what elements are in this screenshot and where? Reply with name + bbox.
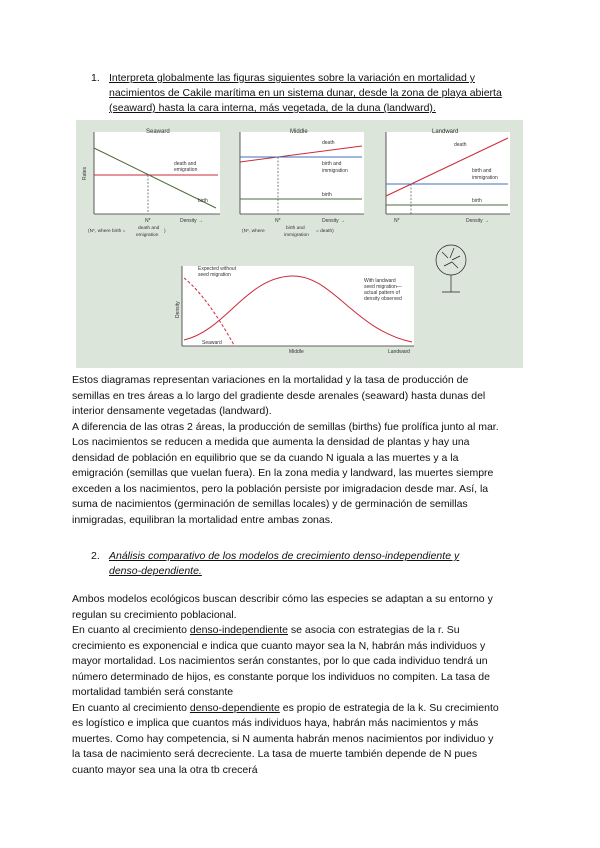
middle-birth-label: birth	[322, 192, 332, 198]
p1-line-9: suma de nacimientos (germinación de semillas locales) y de germinación de semillas	[72, 498, 468, 510]
eq2-a: birth and	[286, 226, 305, 231]
question-2-line-1: Análisis comparativo de los modelos de crecimiento denso-independiente y	[109, 550, 460, 562]
observed-label-3: actual pattern of	[364, 290, 400, 296]
seaward-emigration-label: emigration	[174, 167, 198, 173]
middle-title: Middle	[290, 129, 308, 135]
bottom-seaward: Seaward	[202, 340, 222, 346]
question-2-number: 2.	[91, 550, 100, 562]
landward-title: Landward	[432, 129, 459, 135]
bottom-middle: Middle	[289, 349, 304, 355]
p1-line-7: emigración (semillas que vuelan fuera). En la zona media y landward, las muertes siempre	[72, 467, 494, 479]
expected-label-1: Expected without	[198, 266, 237, 272]
landward-panel	[386, 129, 510, 224]
eq1-prefix: (N*, where birth =	[88, 229, 126, 234]
cakile-figure	[76, 120, 523, 368]
seaward-title: Seaward	[146, 129, 170, 135]
term-denso-dependiente: denso-dependiente	[189, 701, 280, 714]
p1-line-1: Estos diagramas representan variaciones en la mortalidad y la tasa de producción de	[72, 374, 469, 386]
p2-line-10: muertes. Como hay competencia, si N aumenta habrán menos nacimientos por individuo y	[72, 732, 494, 745]
landward-nstar: N*	[394, 218, 400, 224]
p2-line-5: mayor mortalidad. Los nacimientos serán constantes, por lo que cada individuo tendrá un	[72, 655, 488, 667]
p1-line-3: interior densamente vegetadas (landward).	[72, 405, 272, 417]
p1-line-4: A diferencia de las otras 2 áreas, la producción de semillas (births) fue prolífica junto al mar.	[72, 420, 499, 433]
p2-line-9: es logístico e implica que cuantos más individuos haya, habrán más nacimientos y más	[72, 717, 479, 729]
observed-label-1: With landward	[364, 278, 396, 284]
question-2-line-2: denso-dependiente.	[109, 565, 202, 577]
eq2-prefix: (N*, where	[242, 229, 265, 234]
paragraph-2	[72, 592, 542, 778]
observed-label-4: density observed	[364, 296, 402, 302]
seaward-nstar: N*	[145, 218, 151, 224]
figure-svg	[76, 120, 523, 368]
term-denso-independiente: denso-independiente	[189, 624, 288, 636]
landward-density-label: Density →	[466, 218, 490, 224]
p1-line-6: densidad de población en equilibrio que se da cuando N iguala a las muertes y a la	[72, 451, 459, 464]
eq2-suffix: = death)	[316, 229, 334, 234]
p2-line-8: En cuanto al crecimiento denso-dependiente es propio de estrategia de la k. Su crecimiento	[72, 701, 499, 714]
observed-label-2: seed migration—	[364, 284, 402, 290]
landward-birth-and-label: birth and	[472, 168, 492, 174]
middle-panel	[240, 129, 364, 238]
seaward-birth-label: birth	[198, 198, 208, 204]
p1-line-10: inmigradas, equilibran la mortalidad entre ambas zonas.	[72, 513, 333, 526]
middle-birth-and-label: birth and	[322, 161, 342, 167]
p2-line-2: regulan su crecimiento poblacional.	[72, 608, 237, 621]
paragraph-1	[72, 373, 542, 528]
question-1-line-2: nacimientos de Cakile marítima en un sistema dunar, desde la zona de playa abierta	[109, 87, 502, 99]
bottom-landward: Landward	[388, 349, 410, 355]
eq1-b: emigration	[136, 233, 159, 238]
p2-line-12: cuanto mayor sea una la otra tb crecerá	[72, 763, 258, 776]
landward-death-label: death	[454, 142, 467, 148]
seaward-density-label: Density →	[180, 218, 204, 224]
p2-line-4: crecimiento es exponencial e indica que cuanto mayor sea la N, habrán más individuos y	[72, 639, 486, 652]
eq2-b: immigration	[284, 233, 309, 238]
density-panel	[175, 266, 414, 355]
seaward-death-label: death and	[174, 161, 197, 167]
rates-ylabel: Rates	[82, 166, 88, 180]
middle-death-label: death	[322, 140, 335, 146]
p2-line-1: Ambos modelos ecológicos buscan describir cómo las especies se adaptan a su entorno y	[72, 593, 493, 605]
eq1-suffix: )	[164, 229, 166, 234]
middle-immigration-label: immigration	[322, 168, 348, 174]
question-1-number: 1.	[91, 72, 100, 84]
expected-label-2: seed migration	[198, 272, 231, 278]
landward-immigration-label: immigration	[472, 175, 498, 181]
question-1-line-3: (seaward) hasta la cara interna, más vegetada, de la duna (landward).	[109, 102, 436, 114]
density-ylabel: Density	[175, 301, 181, 318]
middle-density-label: Density →	[322, 218, 346, 224]
p2-line-3: En cuanto al crecimiento denso-independiente se asocia con estrategias de la r. Su	[72, 624, 460, 636]
middle-nstar: N*	[275, 218, 281, 224]
p1-line-8: exceden a los nacimientos, pero la población persiste por imigradacion desde mar. Así, la	[72, 482, 489, 495]
p1-line-5: Los nacimientos se reducen a medida que aumenta la densidad de plantas y hay una	[72, 436, 470, 448]
p2-line-6: número determinado de hijos, es constante porque los individuos no compiten. La tasa de	[72, 670, 490, 683]
question-1-line-1: Interpreta globalmente las figuras siguientes sobre la variación en mortalidad y	[109, 72, 475, 84]
tree-icon	[436, 245, 466, 292]
p2-line-11: la tasa de nacimiento será decreciente. La tasa de muerte también depende de N pues	[72, 748, 478, 760]
p1-line-2: semillas en tres áreas a lo largo del gradiente desde arenales (seaward) hasta dunas del	[72, 389, 486, 402]
landward-birth-label: birth	[472, 198, 482, 204]
seaward-panel	[82, 129, 220, 238]
p2-line-7: mortalidad también será constante	[72, 686, 234, 698]
eq1-a: death and	[138, 226, 160, 231]
